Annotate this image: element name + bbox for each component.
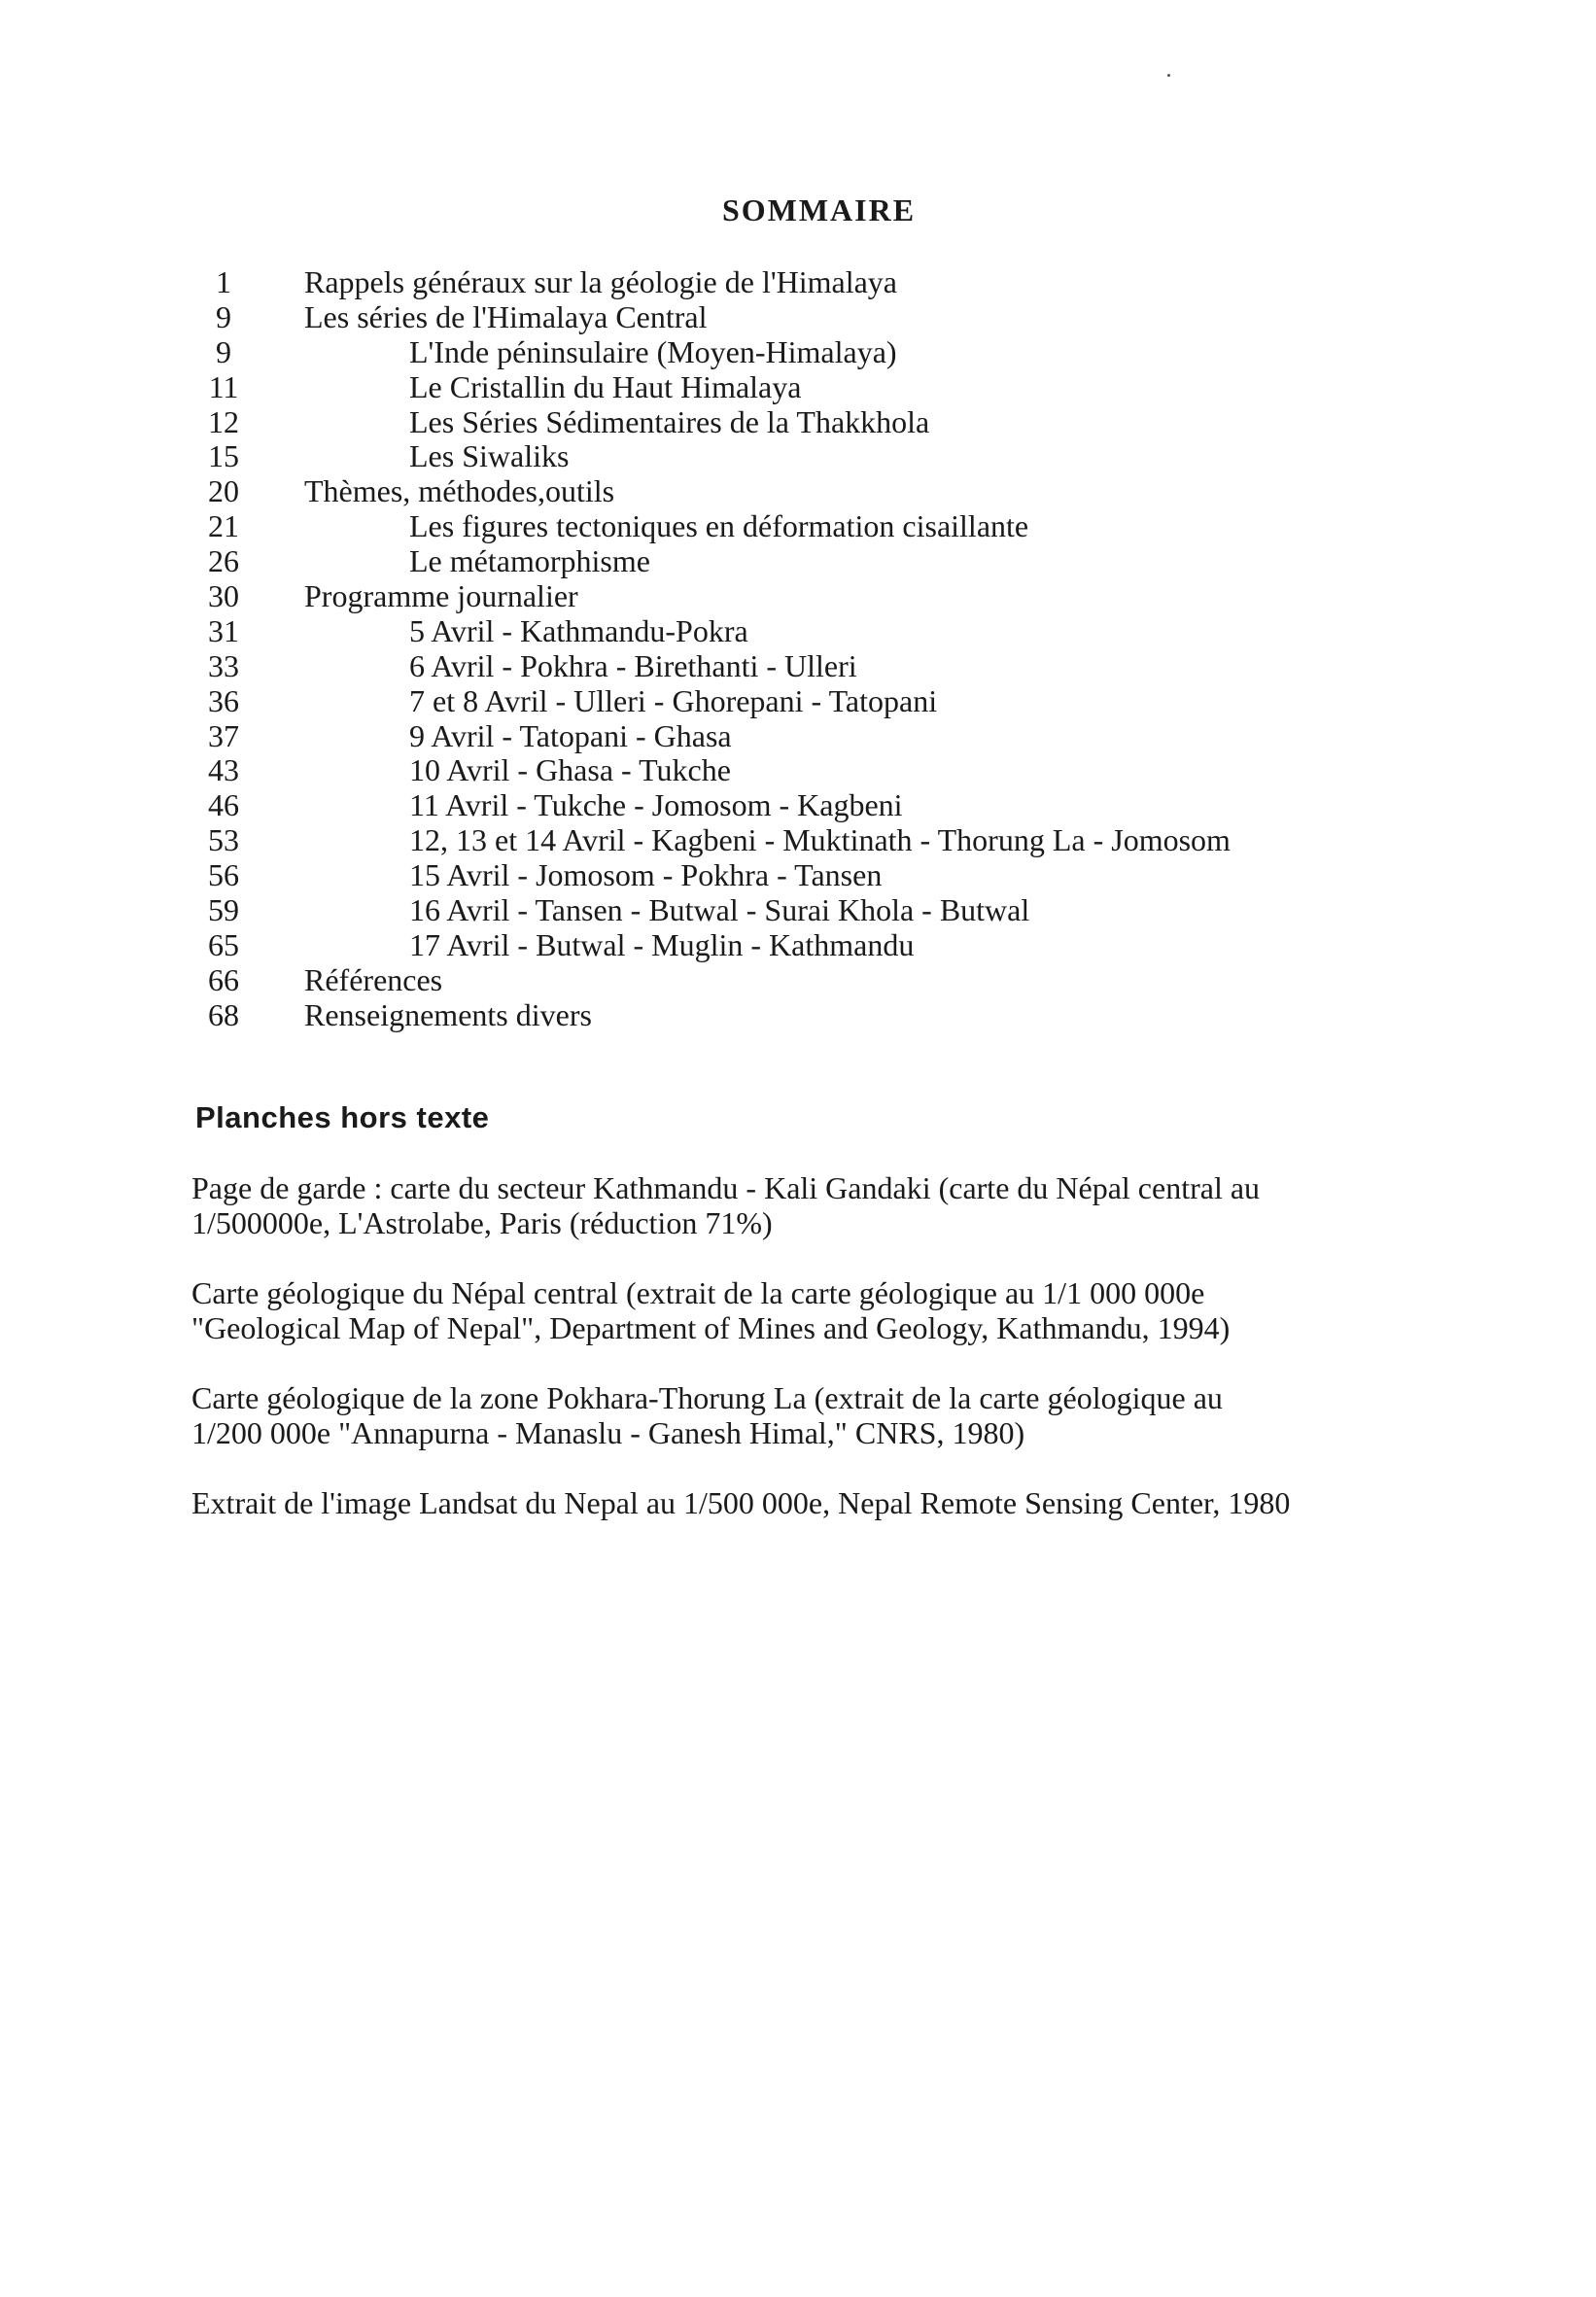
planche-item [191,1380,1416,1450]
toc-row [194,648,1458,683]
toc-page-number: 37 [208,717,239,753]
toc-page-number: 31 [208,612,239,648]
table-of-contents [194,264,1458,1032]
toc-entry-label: Thèmes, méthodes,outils [304,473,615,509]
toc-page-number: 36 [208,682,239,718]
toc-page-number: 53 [208,822,239,858]
toc-entry-label: L'Inde péninsulaire (Moyen-Himalaya) [409,333,897,369]
toc-page-number: 1 [216,264,231,299]
planche-item [191,1485,1416,1520]
toc-row [194,404,1458,439]
toc-page-number: 12 [208,403,239,439]
toc-row [194,752,1458,787]
toc-entry-label: 10 Avril - Ghasa - Tukche [409,752,731,788]
toc-row [194,334,1458,369]
toc-entry-label: Les Séries Sédimentaires de la Thakkhola [409,403,930,439]
planches-heading: Planches hors texte [195,1100,490,1134]
toc-entry-label: 15 Avril - Jomosom - Pokhra - Tansen [409,857,883,893]
toc-entry-label: Le métamorphisme [409,543,650,579]
toc-entry-label: 16 Avril - Tansen - Butwal - Surai Khola - Butwal [409,892,1030,928]
toc-entry-label: Les séries de l'Himalaya Central [304,298,708,334]
toc-page-number: 30 [208,578,239,614]
planche-line: Page de garde : carte du secteur Kathmandu - Kali Gandaki (carte du Népal central au [191,1170,1261,1205]
stray-mark [1167,74,1170,77]
toc-row [194,927,1458,962]
toc-entry-label: Le Cristallin du Haut Himalaya [409,368,802,404]
planche-line: Extrait de l'image Landsat du Nepal au 1/500 000e, Nepal Remote Sensing Center, 1980 [191,1485,1291,1520]
toc-page-number: 33 [208,647,239,683]
toc-entry-label: 11 Avril - Tukche - Jomosom - Kagbeni [409,787,903,823]
toc-row [194,718,1458,753]
planche-line: "Geological Map of Nepal", Department of Mines and Geology, Kathmandu, 1994) [191,1310,1231,1345]
toc-row [194,962,1458,997]
toc-row [194,892,1458,927]
planche-line: Carte géologique de la zone Pokhara-Thorung La (extrait de la carte géologique au [191,1380,1223,1415]
toc-page-number: 68 [208,996,239,1032]
toc-entry-label: Programme journalier [304,578,578,614]
planche-line: 1/500000e, L'Astrolabe, Paris (réduction 71%) [191,1205,773,1240]
toc-row [194,683,1458,718]
toc-page-number: 21 [208,508,239,544]
toc-page-number: 59 [208,892,239,928]
toc-page-number: 9 [216,298,231,334]
toc-row [194,578,1458,613]
toc-row [194,613,1458,648]
toc-entry-label: 12, 13 et 14 Avril - Kagbeni - Muktinath - Thorung La - Jomosom [409,822,1231,858]
toc-row [194,369,1458,404]
toc-entry-label: 17 Avril - Butwal - Muglin - Kathmandu [409,926,915,962]
toc-row [194,857,1458,892]
toc-page-number: 66 [208,961,239,997]
toc-entry-label: 6 Avril - Pokhra - Birethanti - Ulleri [409,647,857,683]
toc-page-number: 65 [208,926,239,962]
toc-page-number: 15 [208,438,239,474]
planche-line: 1/200 000e "Annapurna - Manaslu - Ganesh Himal," CNRS, 1980) [191,1415,1025,1450]
toc-page-number: 46 [208,787,239,823]
planche-line: Carte géologique du Népal central (extrait de la carte géologique au 1/1 000 000e [191,1275,1205,1310]
toc-page-number: 20 [208,473,239,509]
toc-row [194,299,1458,334]
toc-entry-label: Références [304,961,443,997]
toc-entry-label: Les figures tectoniques en déformation cisaillante [409,508,1029,544]
toc-page-number: 26 [208,543,239,579]
toc-entry-label: Rappels généraux sur la géologie de l'Himalaya [304,264,897,299]
planches-list [191,1170,1416,1555]
toc-row [194,473,1458,508]
toc-row [194,787,1458,822]
toc-page-number: 11 [208,368,239,404]
toc-page-number: 43 [208,752,239,788]
toc-entry-label: 7 et 8 Avril - Ulleri - Ghorepani - Tatopani [409,682,938,718]
toc-row [194,997,1458,1032]
toc-page-number: 9 [216,333,231,369]
toc-entry-label: Les Siwaliks [409,438,570,474]
toc-row [194,543,1458,578]
toc-entry-label: 5 Avril - Kathmandu-Pokra [409,612,748,648]
toc-row [194,508,1458,543]
planche-item [191,1170,1416,1240]
page-title: SOMMAIRE [721,192,917,227]
toc-row [194,264,1458,299]
toc-page-number: 56 [208,857,239,893]
toc-row [194,438,1458,473]
planche-item [191,1275,1416,1345]
toc-entry-label: 9 Avril - Tatopani - Ghasa [409,717,732,753]
toc-row [194,822,1458,857]
toc-entry-label: Renseignements divers [304,996,592,1032]
